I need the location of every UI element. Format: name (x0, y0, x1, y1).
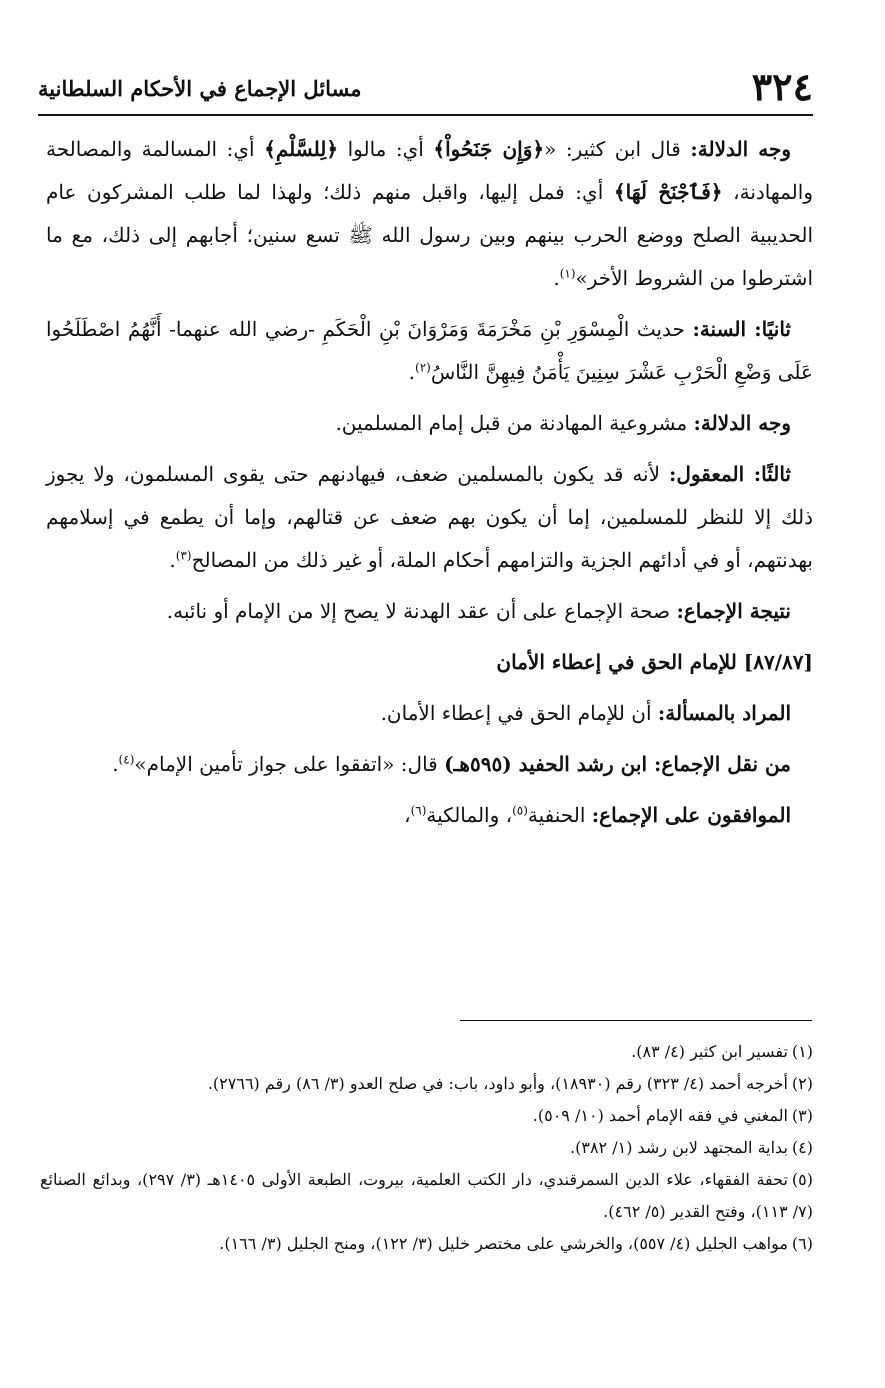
footnote-number: (٣) (791, 1106, 813, 1125)
text-run: . (553, 266, 560, 290)
footnote-ref: (٢) (415, 360, 431, 375)
footnote-number: (٢) (791, 1074, 813, 1093)
issue-title: [٨٧/٨٧] للإمام الحق في إعطاء الأمان (496, 650, 813, 674)
text-run: ، (404, 803, 411, 827)
paragraph-issue-meaning (46, 692, 813, 735)
footnote-ref: (١) (559, 266, 576, 281)
main-text (46, 128, 813, 845)
page-header (38, 58, 813, 116)
paragraph-sunnah (46, 308, 813, 394)
footnote-text: مواهب الجليل (٤/ ٥٥٧)، والخرشي على مختصر خليل (٣/ ١٢٢)، ومنح الجليل (٣/ ١٦٦). (219, 1234, 788, 1253)
text-run: قال ابن كثير: « (544, 137, 691, 161)
paragraph-label: وجه الدلالة: (690, 137, 792, 161)
footnote (40, 1100, 813, 1132)
footnotes (40, 1036, 813, 1260)
paragraph-evidence-quran (46, 128, 813, 300)
paragraph-label: الموافقون على الإجماع: (591, 803, 791, 827)
footnote (40, 1068, 813, 1100)
paragraph-label: ثالثًا: المعقول: (668, 462, 791, 486)
footnote-ref: (٤) (118, 752, 135, 767)
text-run: . (112, 752, 119, 776)
text-run: أي: فمل إليها، واقبل منهم ذلك؛ ولهذا لما طلب المشركون عام الحديبية الصلح ووضع الحرب بينهم وبين رسول الله ﷺ تسع سنين؛ أجابهم إلى ذلك، مع ما اشترطوا من الشروط الأخر» (46, 180, 813, 290)
paragraph-reason (46, 453, 813, 582)
paragraph-label: ثانيًا: السنة: (692, 317, 791, 341)
quran-quote: ﴿لِلسَّلْمِ﴾ (264, 137, 339, 161)
paragraph-agreeing-schools (46, 794, 813, 837)
footnote-number: (١) (791, 1042, 813, 1061)
footnote-separator (460, 1020, 812, 1021)
paragraph-evidence-sunnah (46, 402, 813, 445)
text-run: أي: مالوا (338, 137, 434, 161)
footnote-ref: (٣) (175, 548, 192, 563)
text-run: أن للإمام الحق في إعطاء الأمان. (380, 701, 658, 725)
text-run: ، والمالكية (426, 803, 513, 827)
text-run: . (408, 360, 416, 384)
footnote-number: (٤) (791, 1138, 813, 1157)
text-run: لأنه قد يكون بالمسلمين ضعف، فيهادنهم حتى يقوى المسلمون، ولا يجوز ذلك إلا للنظر للمسلمين، إما أن يكون بهم ضعف عن قتالهم، وإما أن يطمع في إسلامهم بهدنتهم، أو في أدائهم الجزية والتزامهم أحكام الملة، أو غير ذلك من المصالح (46, 462, 813, 572)
paragraph-consensus-transmitter (46, 743, 813, 786)
text-run: قال: «اتفقوا على جواز تأمين الإمام» (134, 752, 445, 776)
footnote (40, 1036, 813, 1068)
footnote-number: (٥) (791, 1170, 814, 1189)
paragraph-label: نتيجة الإجماع: (676, 599, 791, 623)
issue-heading (46, 641, 813, 684)
footnote-text: تحفة الفقهاء، علاء الدين السمرقندي، دار الكتب العلمية، بيروت، الطبعة الأولى ١٤٠٥هـ (٣/ ٢٩٧)، وبدائع الصنائع (٧/ ١١٣)، وفتح القدير (٥/ ٤٦٢). (40, 1170, 813, 1221)
quran-quote: ﴿فَٱجْنَحْ لَهَا﴾ (613, 180, 723, 204)
scholar-name: ابن رشد الحفيد (٥٩٥هـ) (444, 752, 654, 776)
running-title: مسائل الإجماع في الأحكام السلطانية (38, 76, 362, 101)
footnote-ref: (٥) (512, 803, 528, 818)
page-number: ٣٢٤ (751, 64, 813, 109)
footnote-text: تفسير ابن كثير (٤/ ٨٣). (631, 1042, 788, 1061)
paragraph-consensus-result (46, 590, 813, 633)
footnote (40, 1164, 813, 1228)
footnote-text: بداية المجتهد لابن رشد (١/ ٣٨٢). (570, 1138, 788, 1157)
paragraph-label: من نقل الإجماع: (654, 752, 791, 776)
text-run: أي: المسالمة والمصالحة والمهادنة، (46, 137, 813, 204)
text-run: الحنفية (527, 803, 592, 827)
text-run: صحة الإجماع على أن عقد الهدنة لا يصح إلا من الإمام أو نائبه. (166, 599, 677, 623)
paragraph-label: المراد بالمسألة: (657, 701, 791, 725)
footnote (40, 1132, 813, 1164)
footnote-number: (٦) (791, 1234, 813, 1253)
footnote-ref: (٦) (410, 803, 427, 818)
text-run: . (169, 548, 176, 572)
text-run: مشروعية المهادنة من قبل إمام المسلمين. (335, 411, 694, 435)
paragraph-label: وجه الدلالة: (693, 411, 791, 435)
quran-quote: ﴿وَإِن جَنَحُواْ﴾ (433, 137, 545, 161)
footnote-text: أخرجه أحمد (٤/ ٣٢٣) رقم (١٨٩٣٠)، وأبو داود، باب: في صلح العدو (٣/ ٨٦) رقم (٢٧٦٦). (207, 1074, 788, 1093)
footnote-text: المغني في فقه الإمام أحمد (١٠/ ٥٠٩). (532, 1106, 788, 1125)
footnote (40, 1228, 813, 1260)
text-run: حديث الْمِسْوَرِ بْنِ مَخْرَمَةَ وَمَرْوَانَ بْنِ الْحَكَمِ -رضي الله عنهما- أَنَّهُمُ اصْطَلَحُوا عَلَى وَضْعِ الْحَرْبِ عَشْرَ سِنِينَ يَأْمَنُ فِيهِنَّ النَّاسُ (46, 317, 813, 384)
